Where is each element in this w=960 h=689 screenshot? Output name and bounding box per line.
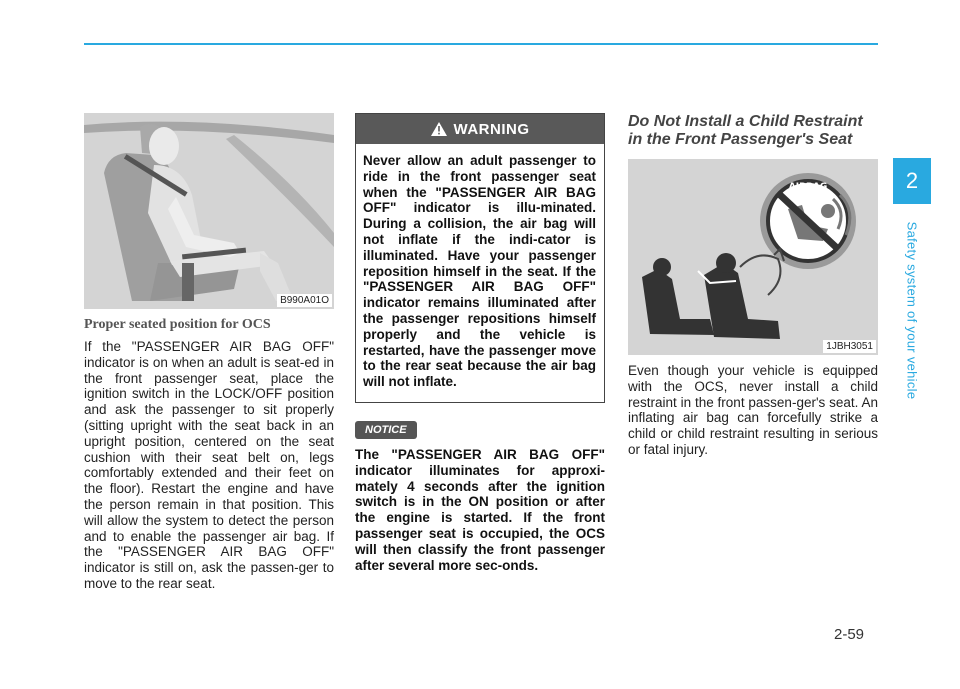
warning-box (355, 113, 605, 403)
chapter-title-container (893, 212, 931, 408)
chapter-number: 2 (905, 168, 919, 193)
figure-code: B990A01O (277, 294, 332, 307)
notice-text: The "PASSENGER AIR BAG OFF" indicator illuminates for approxi-mately 4 seconds after the ignition switch is in the ON position or after the engine is started. If the front passenger seat is occupied, the OCS will then classify the front passenger after several more sec-onds. (355, 446, 605, 573)
seated-mannequin-illustration (84, 113, 334, 309)
airbag-badge-text: AIRBAG (788, 182, 828, 192)
warning-title: WARNING (453, 120, 530, 138)
child-restraint-paragraph: Even though your vehicle is equipped with the OCS, never install a child restraint in the front passen-ger's seat. An inflating air bag can forcefully strike a child or child restraint resulting in serious or fatal injury. (628, 363, 878, 457)
ocs-instructions-paragraph: If the "PASSENGER AIR BAG OFF" indicator is on when an adult is seat-ed in the front passenger seat, place the ignition switch in the LOCK/OFF position and ask the passenger to sit properly (sitting upright with the seat back in an upright position, centered on the seat cushion with their seat belt on, legs comfortably extended and their feet on the floor). Restart the engine and have the person remain in that position. This will allow the system to detect the person and to enable the passenger air bag. If the "PASSENGER AIR BAG OFF" indicator is still on, ask the passen-ger to move to the rear seat. (84, 339, 334, 591)
warning-header (356, 114, 604, 144)
no-child-restraint-illustration (628, 159, 878, 355)
warning-text: Never allow an adult passenger to ride in the front passenger seat when the "PASSENGER AIR BAG OFF" indicator is illu-minated. During a collision, the air bag will not inflate if the indi-cator is illuminated. Have your passenger reposition himself in the seat. If the "PASSENGER AIR BAG OFF" indicator remains illuminated after the passenger repositions himself properly and the vehicle is restarted, have the passenger move to the rear seat because the air bag will not inflate. (363, 153, 596, 390)
seated-position-figure (84, 113, 334, 309)
column-right (628, 113, 878, 458)
warning-triangle-icon (431, 122, 447, 136)
header-rule (84, 43, 878, 45)
column-left (84, 113, 334, 592)
notice-badge: NOTICE (355, 421, 417, 439)
section-title: Do Not Install a Child Restraint in the Front Passenger's Seat (628, 113, 863, 148)
column-middle (355, 113, 605, 573)
figure-code: 1JBH3051 (823, 340, 876, 353)
figure-caption: Proper seated position for OCS (84, 317, 271, 332)
warning-body (356, 144, 604, 402)
child-restraint-figure (628, 159, 878, 355)
chapter-number-tab (893, 158, 931, 204)
page-number: 2-59 (834, 626, 865, 643)
chapter-title: Safety system of your vehicle (904, 221, 920, 399)
